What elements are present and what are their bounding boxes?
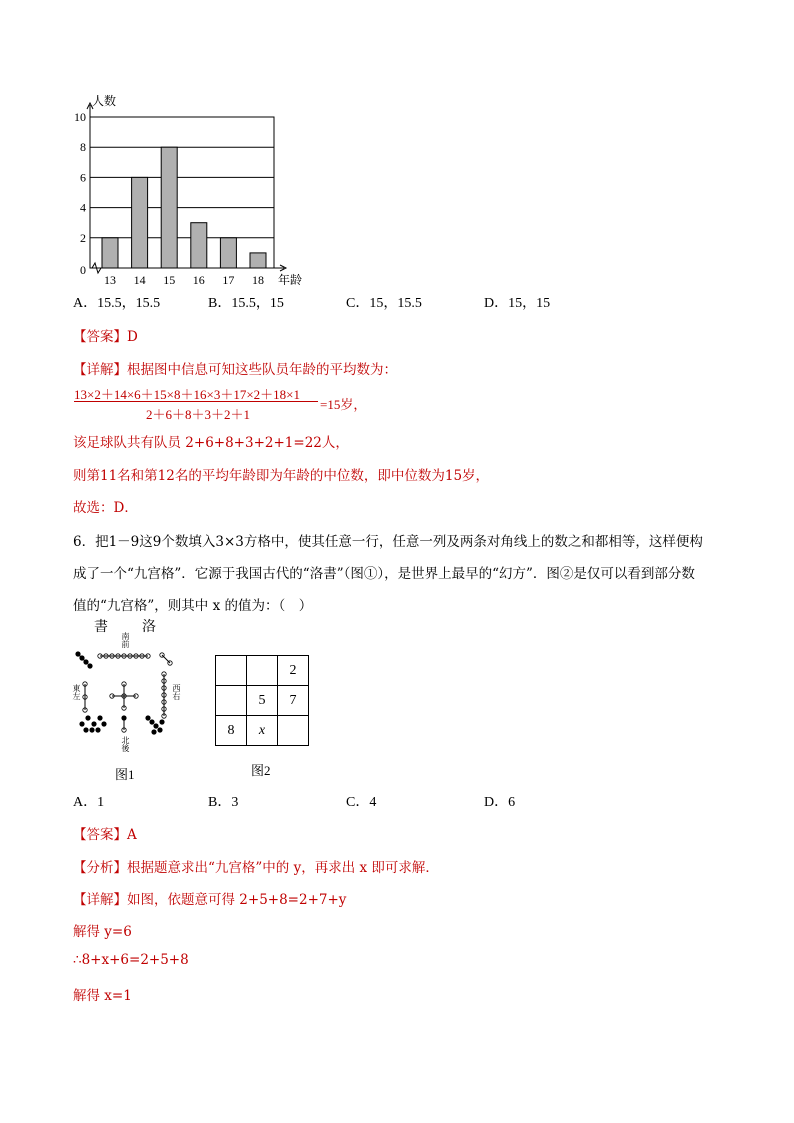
fig1-title-char-right: 洛 (142, 620, 156, 635)
fig1-caption: 图1 (115, 767, 135, 782)
q6-answer: 【答案】A (73, 827, 137, 843)
grid-cell (278, 716, 309, 746)
grid-cell (216, 656, 247, 686)
fraction-result: =15岁， (320, 397, 367, 412)
fig1-label-bottom: 北後 (121, 736, 130, 752)
q6-solution-line1: 解得 y=6 (73, 924, 132, 940)
fig1-label-top: 南前 (121, 632, 130, 648)
y-tick-label: 0 (80, 263, 86, 277)
q6-option-b: B．3 (208, 795, 239, 810)
q5-median-line: 则第11名和第12名的平均年龄即为年龄的中位数，即中位数为15岁， (73, 468, 490, 484)
q6-option-c: C．4 (346, 795, 377, 810)
y-tick-label: 10 (74, 110, 86, 124)
q6-solution-line3: 解得 x=1 (73, 988, 132, 1004)
grid-cell: 2 (278, 656, 309, 686)
grid-cell: x (247, 716, 278, 746)
x-axis-label: 年龄 (278, 273, 303, 285)
figure-1-luoshu (64, 612, 199, 782)
q6-detail: 【详解】如图，依题意可得 2+5+8=2+7+y (73, 892, 347, 908)
q6-stem-line3: 值的“九宫格”，则其中 x 的值为：（ ） (73, 598, 313, 614)
bar (220, 238, 236, 268)
fig1-label-right: 西右 (172, 684, 181, 700)
q5-answer: 【答案】D (73, 329, 138, 345)
x-tick-label: 16 (192, 273, 205, 285)
q5-detail: 【详解】根据图中信息可知这些队员年龄的平均数为： (73, 362, 397, 378)
bar (191, 223, 207, 268)
x-tick-label: 18 (252, 273, 264, 285)
fig1-label-left: 東左 (72, 684, 81, 700)
q6-solution-line2: ∴8+x+6=2+5+8 (73, 952, 189, 968)
q5-choose-line: 故选：D． (73, 500, 138, 516)
q6-stem-line1: 6．把1－9这9个数填入3×3方格中，使其任意一行，任意一列及两条对角线上的数之和都相等，这样便构 (73, 534, 703, 550)
x-tick-label: 17 (222, 273, 235, 285)
y-axis-label: 人数 (92, 94, 117, 108)
q6-option-a: A．1 (73, 795, 105, 810)
grid-cell (247, 656, 278, 686)
q6-stem-line2: 成了一个“九宫格”．它源于我国古代的“洛書”（图①），是世界上最早的“幻方”．图②是仅可以看到部分数 (73, 566, 695, 582)
y-tick-label: 4 (80, 200, 86, 215)
x-tick-label: 14 (133, 273, 146, 285)
y-tick-label: 2 (80, 230, 86, 245)
fraction-bar (74, 401, 318, 402)
fig2-caption: 图2 (251, 763, 271, 778)
q5-total-line: 该足球队共有队员 2+6+8+3+2+1=22人， (73, 435, 349, 451)
fraction-numerator: 13×2＋14×6＋15×8＋16×3＋17×2＋18×1 (74, 387, 300, 402)
grid-cell: 7 (278, 686, 309, 716)
y-tick-label: 8 (80, 140, 86, 155)
age-bar-chart (60, 90, 330, 285)
grid-cell: 8 (216, 716, 247, 746)
q5-option-b: B．15.5，15 (208, 296, 284, 311)
figure-2-grid (215, 655, 309, 746)
x-tick-label: 13 (104, 273, 116, 285)
fraction-denominator: 2＋6＋8＋3＋2＋1 (146, 407, 251, 422)
x-tick-label: 15 (163, 273, 176, 285)
fig1-title-char-left: 書 (94, 620, 108, 635)
bar (250, 253, 266, 268)
q5-option-c: C．15，15.5 (346, 296, 422, 311)
luoshu-dots (64, 612, 199, 762)
bar (102, 238, 118, 268)
grid-cell (216, 686, 247, 716)
q6-option-d: D．6 (484, 795, 516, 810)
grid-cell: 5 (247, 686, 278, 716)
q6-analysis: 【分析】根据题意求出“九宫格”中的 y，再求出 x 即可求解． (73, 860, 439, 876)
q5-option-a: A．15.5，15.5 (73, 296, 161, 311)
q5-option-d: D．15，15 (484, 296, 551, 311)
bar (132, 177, 148, 268)
y-tick-label: 6 (80, 170, 86, 185)
bar (161, 147, 177, 268)
